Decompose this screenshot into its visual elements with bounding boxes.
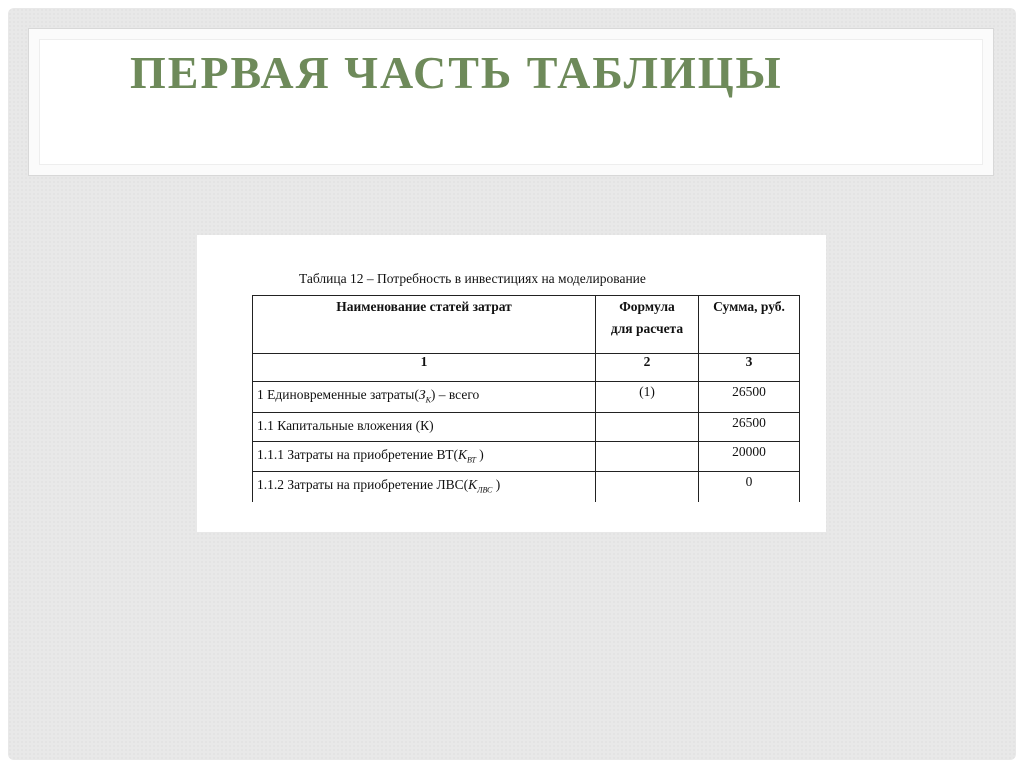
column-number: 1 (253, 354, 596, 382)
table-row (253, 412, 800, 441)
row-formula (596, 412, 699, 441)
row-name: 1 Единовременные $затраты(З_К)$ – всего (253, 382, 596, 413)
header-cost-items: Наименование статей затрат (253, 296, 596, 354)
row-formula: (1) (596, 382, 699, 413)
table-caption: Таблица 12 – Потребность в инвестициях на моделирование (299, 271, 646, 286)
row-name: 1.1.2 Затраты на приобретение $ЛВС(K_{ЛВС}$ ) (253, 472, 596, 502)
row-name: 1.1 Капитальные вложения (К) (253, 412, 596, 441)
investment-table (252, 295, 800, 502)
row-sum: 26500 (699, 382, 800, 413)
table-header-row (253, 296, 800, 354)
row-sum: 26500 (699, 412, 800, 441)
slide-title: ПЕРВАЯ ЧАСТЬ ТАБЛИЦЫ (130, 47, 783, 98)
table-row (253, 441, 800, 472)
table-row (253, 472, 800, 502)
header-formula: Формула для расчета (596, 296, 699, 354)
row-formula (596, 472, 699, 502)
table-row (253, 382, 800, 413)
column-number: 3 (699, 354, 800, 382)
row-sum: 20000 (699, 441, 800, 472)
row-sum: 0 (699, 472, 800, 502)
row-name: 1.1.1 Затраты на приобретение $ВТ(K_{ВТ}$ ) (253, 441, 596, 472)
row-formula (596, 441, 699, 472)
column-number-row (253, 354, 800, 382)
column-number: 2 (596, 354, 699, 382)
header-sum: Сумма, руб. (699, 296, 800, 354)
table-image (197, 235, 826, 532)
